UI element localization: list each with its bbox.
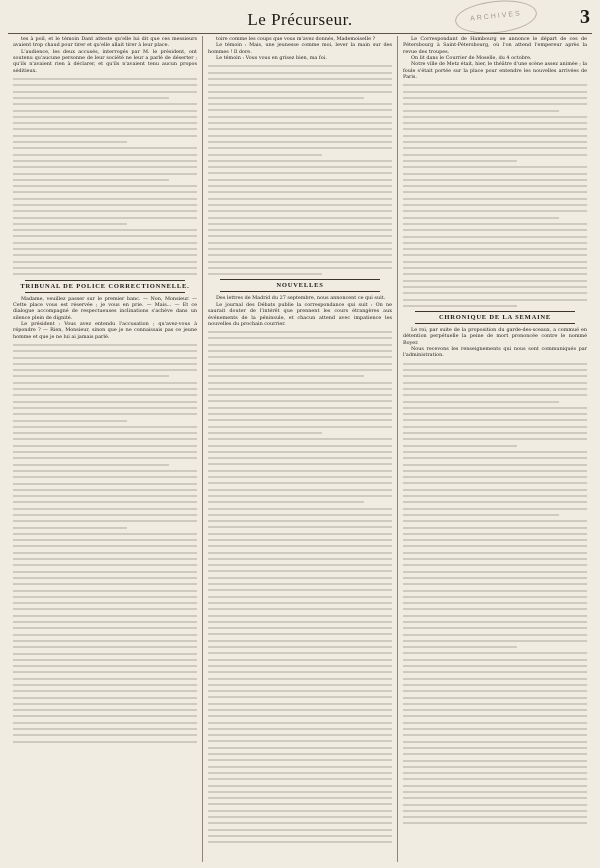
article-paragraph: toire comme les coups que vous m'avez donnés, Mademoiselle ? (216, 36, 376, 42)
text-lines (13, 344, 197, 743)
article-paragraph: Le président : Vous avez entendu l'accusation ; qu'avez-vous à répondre ? — Rien, Monsieur, sinon que je ne connaissais pas ce jeune homme et que je ne lui ai jamais parlé. (13, 320, 197, 340)
column-3 (398, 36, 592, 862)
article-paragraph: On lit dans le Courrier de Moselle, du 4 octobre. (411, 55, 532, 62)
column-2 (203, 36, 398, 862)
article-paragraph: Le Correspondant de Hambourg se annonce le départ de ces de Pétersbourg à Saint-Pétersbourg, où l'on attend l'empereur après la revue des troupes. (403, 36, 587, 55)
article-paragraph: Notre ville de Metz était, hier, le théâtre d'une scène assez animée ; la foule s'était portée sur la place pour entendre les nouvelles arrivées de Paris. (403, 61, 587, 81)
article-columns (8, 36, 592, 862)
section-title: CHRONIQUE DE LA SEMAINE (438, 314, 552, 322)
section-header (403, 311, 587, 324)
section-header (13, 280, 197, 293)
text-lines (208, 331, 392, 843)
article-paragraph: Le témoin : Vous vous en grisez bien, ma foi. (216, 55, 327, 62)
article-paragraph: L'audience, les deux accusés, interrogés par M. le président, ont soutenu qu'aucune personne de leur société ne leur a parlé de déserter ; qu'ils n'avaient rien à déclarer, et qu'ils n'avaient tenu aucun propos séditieux. (13, 48, 197, 74)
header-rule (8, 33, 592, 34)
section-title: TRIBUNAL DE POLICE CORRECTIONNELLE. (20, 282, 190, 290)
text-lines (13, 78, 197, 275)
section-header (208, 279, 392, 292)
text-lines (403, 84, 587, 306)
article-paragraph: Le témoin : Mais, une jeunesse comme moi, lever la main sur des hommes ! Il dore. (208, 42, 392, 55)
text-lines (403, 363, 587, 825)
article-paragraph: Madame, veuillez passer sur le premier banc. — Non, Monsieur. — Cette place vous est réservée ; je vous en prie. — Mais... — Et ce dialogue accompagné de respectueuses inclinations s'achève dans un silence plein de dignité. (13, 295, 197, 321)
article-paragraph: Des lettres de Madrid du 27 septembre, nous annoncent ce qui suit. (216, 295, 386, 302)
masthead (0, 0, 600, 40)
article-paragraph: Le journal des Débats publie la correspondance qui suit : On ne saurait douter de l'intérêt que prennent les cours étrangères aux événements de la péninsule, et chacun attend avec impatience les nouvelles du prochain courrier. (208, 301, 392, 327)
text-lines (208, 65, 392, 275)
article-paragraph: Le roi, par suite de la proposition du garde-des-sceaux, a commué en détention perpétuelle la peine de mort prononcée contre le nommé Boyer. (403, 327, 587, 346)
page-number: 3 (580, 6, 590, 28)
archive-stamp: ARCHIVES (454, 0, 539, 37)
article-paragraph: Nous recevons les renseignements qui nous sont communiqués par l'administration. (403, 346, 587, 359)
newspaper-title: Le Précurseur. (247, 10, 353, 29)
section-title: NOUVELLES (276, 282, 324, 290)
article-paragraph: tes à poil, et le témoin Dant atteste qu'elle lui dit que ces messieurs avaient trop chaud pour tirer et qu'elle allait tirer à leur place. (13, 36, 197, 49)
column-1 (8, 36, 203, 862)
